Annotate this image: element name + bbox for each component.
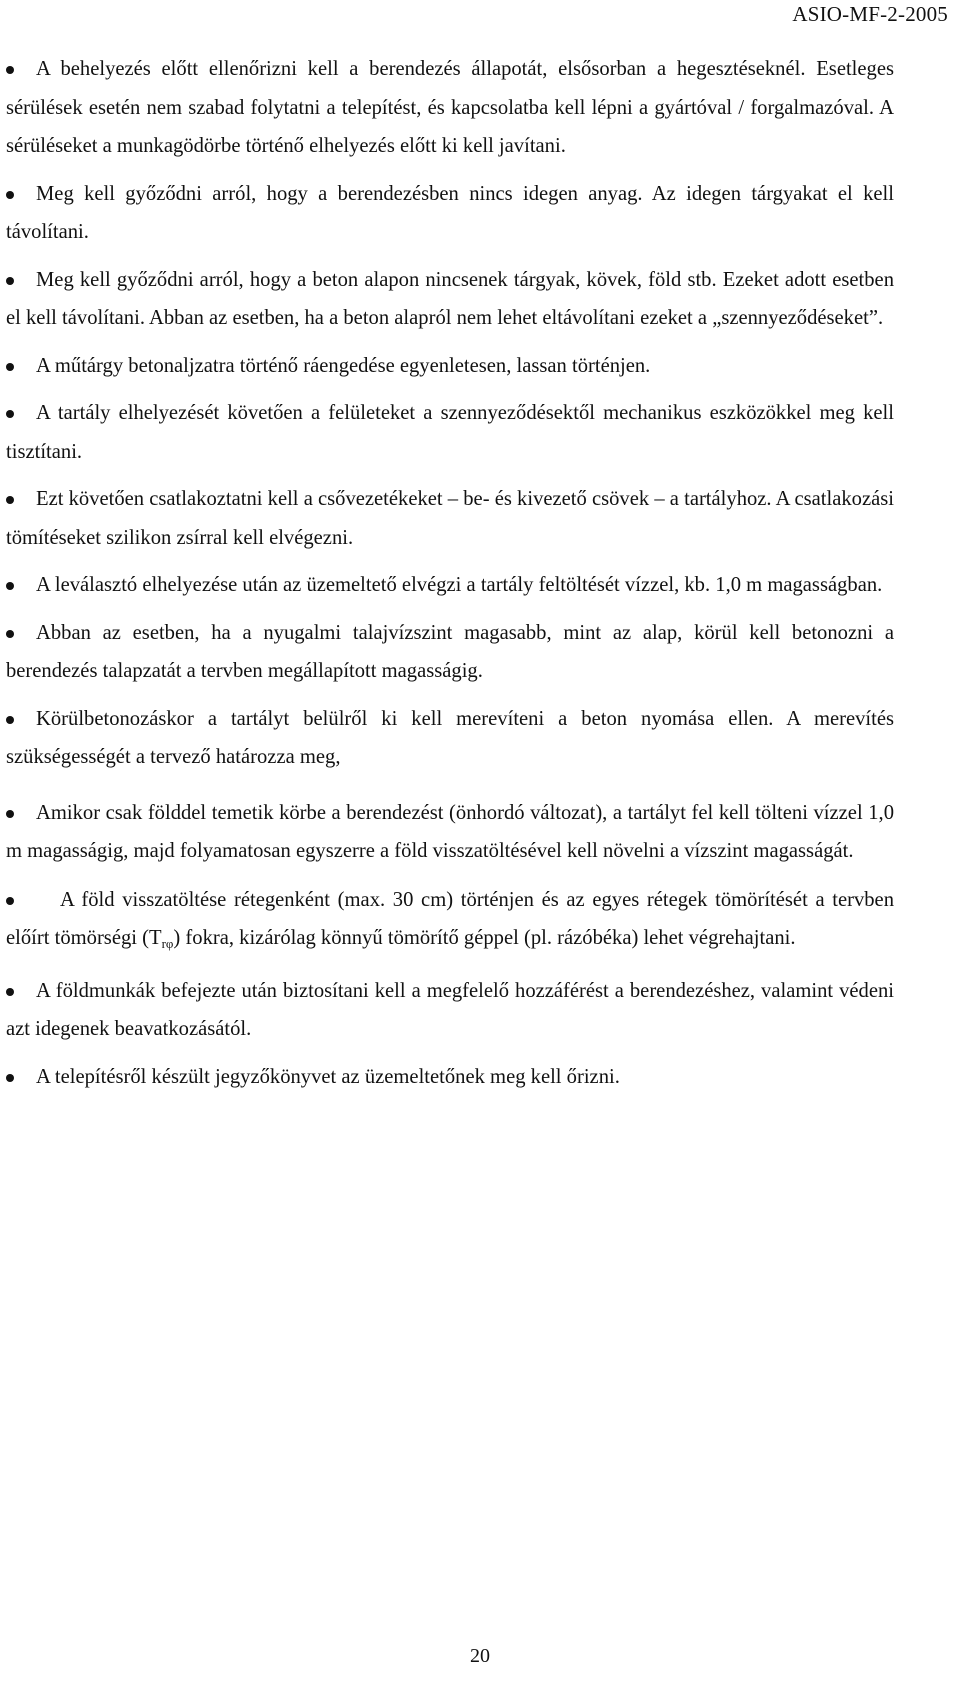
bullet-icon	[6, 716, 14, 724]
list-item-text: Körülbetonozáskor a tartályt belülről ki kell merevíteni a beton nyomása ellen. A merevítés szükségességét a tervező határozza meg,	[6, 707, 894, 768]
bullet-icon	[6, 363, 14, 371]
bullet-icon	[6, 277, 14, 285]
bullet-icon	[6, 582, 14, 590]
list-item	[6, 614, 894, 691]
list-item	[6, 394, 894, 471]
list-item-compaction	[6, 881, 894, 964]
list-item-text: A leválasztó elhelyezése után az üzemeltető elvégzi a tartály feltöltését vízzel, kb. 1,0 m magasságban.	[36, 574, 883, 596]
bullet-icon	[6, 496, 14, 504]
bullet-icon	[6, 410, 14, 418]
list-item	[6, 700, 894, 777]
list-item	[6, 480, 894, 557]
bullet-icon	[6, 66, 14, 74]
list-item-text: ) fokra, kizárólag könnyű tömörítő géppel (pl. rázóbéka) lehet végrehajtani.	[173, 927, 796, 949]
bullet-icon	[6, 810, 14, 818]
list-item	[6, 794, 894, 871]
list-item	[6, 1058, 894, 1097]
list-item	[6, 261, 894, 338]
list-item-text: Meg kell győződni arról, hogy a beton alapon nincsenek tárgyak, kövek, föld stb. Ezeket adott esetben el kell távolítani. Abban az esetben, ha a beton alapról nem lehet eltávolítani ezeket a „szennyeződéseket”.	[6, 268, 894, 329]
list-item-text: A műtárgy betonaljzatra történő ráengedése egyenletesen, lassan történjen.	[36, 354, 651, 377]
list-item-text: Meg kell győződni arról, hogy a berendezésben nincs idegen anyag. Az idegen tárgyakat el kell távolítani.	[6, 182, 894, 243]
density-subscript: rφ	[161, 936, 174, 951]
page-number: 20	[470, 1645, 490, 1667]
bullet-icon	[6, 630, 14, 638]
list-item-text: A telepítésről készült jegyzőkönyvet az üzemeltetőnek meg kell őrizni.	[36, 1065, 620, 1088]
list-item	[6, 566, 894, 605]
instruction-list	[6, 50, 894, 1096]
bullet-icon	[6, 1074, 14, 1082]
list-item-text: A föld visszatöltése rétegenként (max. 30 cm) történjen és az egyes rétegek tömörítését a tervben előírt tömörségi (T	[6, 888, 894, 949]
list-item-text: Ezt követően csatlakoztatni kell a csővezetékeket – be- és kivezető csövek – a tartályhoz. A csatlakozási tömítéseket szilikon zsírral kell elvégezni.	[6, 488, 894, 549]
bullet-icon	[6, 191, 14, 199]
list-item-text: Abban az esetben, ha a nyugalmi talajvízszint magasabb, mint az alap, körül kell betonozni a berendezés talapzatát a tervben megállapított magasságig.	[6, 621, 894, 682]
bullet-icon	[6, 988, 14, 996]
list-item-text: Amikor csak földdel temetik körbe a berendezést (önhordó változat), a tartályt fel kell tölteni vízzel 1,0 m magasságig, majd folyamatosan egyszerre a föld visszatöltésével kell növelni a vízszint magasságát.	[6, 801, 894, 862]
list-item-text: A behelyezés előtt ellenőrizni kell a berendezés állapotát, elsősorban a hegesztéseknél. Esetleges sérülések esetén nem szabad folytatni a telepítést, és kapcsolatba kell lépni a gyártóval / forgalmazóval. A sérüléseket a munkagödörbe történő elhelyezés előtt ki kell javítani.	[6, 58, 894, 157]
list-item	[6, 972, 894, 1049]
list-item	[6, 50, 894, 166]
list-item	[6, 175, 894, 252]
list-item-text: A földmunkák befejezte után biztosítani kell a megfelelő hozzáférést a berendezéshez, valamint védeni azt idegenek beavatkozásától.	[6, 979, 894, 1040]
document-code: ASIO-MF-2-2005	[792, 2, 948, 26]
list-item	[6, 347, 894, 386]
bullet-icon	[6, 897, 14, 905]
list-item-text: A tartály elhelyezését követően a felületeket a szennyeződésektől mechanikus eszközökkel meg kell tisztítani.	[6, 402, 894, 463]
